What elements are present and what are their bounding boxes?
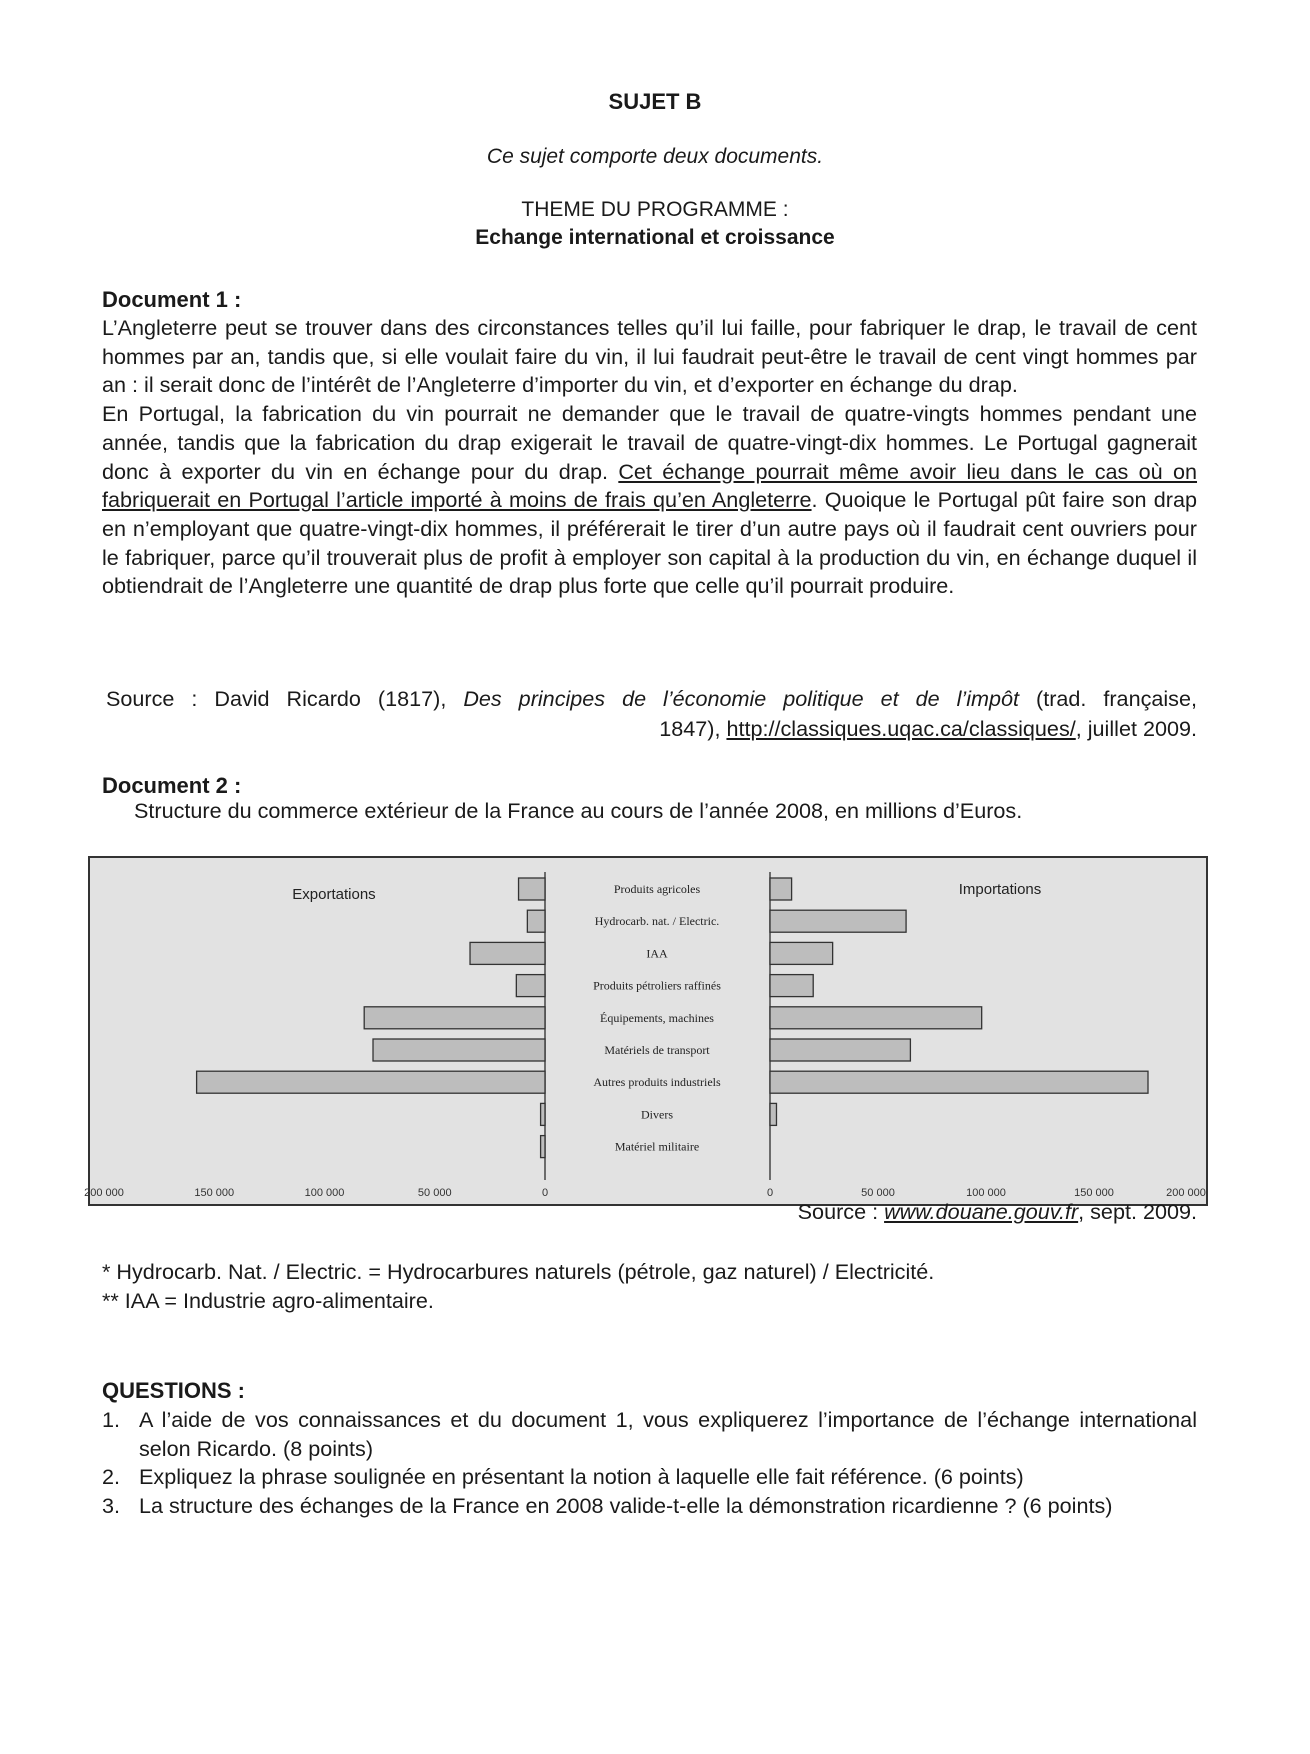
category-label: Divers xyxy=(641,1107,673,1122)
import-tick-label: 200 000 xyxy=(1166,1187,1206,1199)
document-1-paragraph-2 xyxy=(102,400,1197,601)
export-bar xyxy=(527,910,545,932)
export-bar xyxy=(541,1136,545,1158)
import-bar xyxy=(770,1007,982,1029)
trade-chart-svg xyxy=(84,858,1206,1204)
source-year: 1847), xyxy=(659,716,727,741)
import-bar xyxy=(770,1103,776,1125)
paragraph-2-start: En Portugal, la fabrication du vin pourrait ne demander que le travail de quatre-vingts hommes pendant une année, tandis que la fabrication du drap exigerait le travail de quatre-vingt-dix hommes. Le Portugal gagnerait donc à exporter du vin en échange pour du drap. xyxy=(102,401,1197,484)
import-bar xyxy=(770,1039,910,1061)
source-date: , juillet 2009. xyxy=(1075,716,1197,741)
import-bar xyxy=(770,975,813,997)
category-label: IAA xyxy=(646,946,668,961)
import-bar xyxy=(770,910,906,932)
export-tick-label: 0 xyxy=(541,1187,549,1199)
import-bar xyxy=(770,942,833,964)
question-number: 3. xyxy=(102,1493,121,1519)
subject-title: SUJET B xyxy=(608,89,702,114)
question-item xyxy=(102,1463,1197,1492)
question-text: La structure des échanges de la France en 2008 valide-t-elle la démonstration ricardienne ? (6 points) xyxy=(139,1493,1113,1519)
category-label: Produits agricoles xyxy=(613,882,701,896)
import-tick-label: 100 000 xyxy=(966,1187,1006,1199)
document-1-heading: Document 1 : xyxy=(102,287,242,312)
footnote-hydrocarb: * Hydrocarb. Nat. / Electric. = Hydrocarbures naturels (pétrole, gaz naturel) / Electricité. xyxy=(102,1259,935,1284)
source-prefix: Source : David Ricardo (1817), xyxy=(106,686,464,711)
document-1-text xyxy=(102,314,1197,601)
question-number: 1. xyxy=(102,1407,121,1432)
import-bar xyxy=(770,878,792,900)
source-link[interactable]: http://classiques.uqac.ca/classiques/ xyxy=(726,716,1076,741)
document-1-paragraph-1: L’Angleterre peut se trouver dans des circonstances telles qu’il lui faille, pour fabriquer le drap, le travail de cent hommes par an, tandis que, si elle voulait faire du vin, il lui faudrait peut-être le travail de cent vingt hommes par an : il serait donc de l’intérêt de l’Angleterre d’importer du vin, et d’exporter en échange du drap. xyxy=(102,315,1197,398)
paragraph-2-end: . Quoique le Portugal pût faire son drap en n’employant que quatre-vingt-dix hommes, il préférerait le tirer d’un autre pays où il faudrait cent ouvriers pour le fabriquer, parce qu’il trouverait plus de profit à employer son capital à la production du vin, en échange duquel il obtiendrait de l’Angleterre une quantité de drap plus forte que celle qu’il pourrait produire. xyxy=(102,487,1197,599)
exports-title: Exportations xyxy=(292,886,376,903)
category-label: Matériel militaire xyxy=(614,1139,700,1154)
trade-chart xyxy=(84,856,1208,1206)
export-bar xyxy=(516,975,545,997)
export-bar xyxy=(373,1039,545,1061)
book-title: Des principes de l’économie politique et de l’impôt xyxy=(463,686,1020,711)
source-2-link[interactable]: www.douane.gouv.fr xyxy=(884,1199,1079,1224)
export-tick-label: 200 000 xyxy=(84,1187,124,1199)
source-2-date: , sept. 2009. xyxy=(1078,1199,1197,1224)
question-item xyxy=(102,1406,1197,1463)
export-bar xyxy=(197,1071,545,1093)
document-2-source xyxy=(600,1199,1197,1225)
subtitle: Ce sujet comporte deux documents. xyxy=(486,145,824,168)
imports-title: Importations xyxy=(958,881,1042,898)
source-2-prefix: Source : xyxy=(797,1199,885,1224)
category-label: Matériels de transport xyxy=(604,1043,710,1057)
document-2-caption: Structure du commerce extérieur de la France au cours de l’année 2008, en millions d’Euros. xyxy=(134,798,1023,823)
questions-list xyxy=(102,1406,1197,1521)
document-1-source xyxy=(106,684,1197,744)
category-label: Autres produits industriels xyxy=(593,1075,721,1090)
questions-heading: QUESTIONS : xyxy=(102,1378,246,1403)
category-label: Produits pétroliers raffinés xyxy=(593,978,721,993)
export-tick-label: 150 000 xyxy=(194,1187,235,1199)
theme-name: Echange international et croissance xyxy=(475,226,835,249)
question-item xyxy=(102,1492,1197,1521)
theme-label: THEME DU PROGRAMME : xyxy=(521,198,789,221)
export-bar xyxy=(541,1103,545,1125)
export-bar xyxy=(364,1007,545,1029)
question-text: A l’aide de vos connaissances et du document 1, vous expliquerez l’importance de l’échange international selon Ricardo. (8 points) xyxy=(139,1407,1197,1461)
document-2-heading: Document 2 : xyxy=(102,773,242,798)
category-label: Équipements, machines xyxy=(600,1010,714,1025)
import-tick-label: 150 000 xyxy=(1074,1187,1114,1199)
import-tick-label: 50 000 xyxy=(861,1187,895,1199)
footnote-iaa: ** IAA = Industrie agro-alimentaire. xyxy=(102,1288,434,1313)
category-label: Hydrocarb. nat. / Electric. xyxy=(594,914,720,929)
export-bar xyxy=(519,878,545,900)
question-number: 2. xyxy=(102,1464,121,1490)
source-translation: (trad. française, xyxy=(1019,686,1197,711)
export-bar xyxy=(470,942,545,964)
import-bar xyxy=(770,1071,1148,1093)
export-tick-label: 50 000 xyxy=(417,1187,452,1199)
underlined-sentence: Cet échange pourrait même avoir lieu dans le cas où on fabriquerait en Portugal l’article importé à moins de frais qu’en Angleterre xyxy=(102,458,1198,513)
export-tick-label: 100 000 xyxy=(304,1187,345,1199)
question-text: Expliquez la phrase soulignée en présentant la notion à laquelle elle fait référence. (6 points) xyxy=(139,1464,1024,1490)
import-tick-label: 0 xyxy=(766,1187,774,1199)
